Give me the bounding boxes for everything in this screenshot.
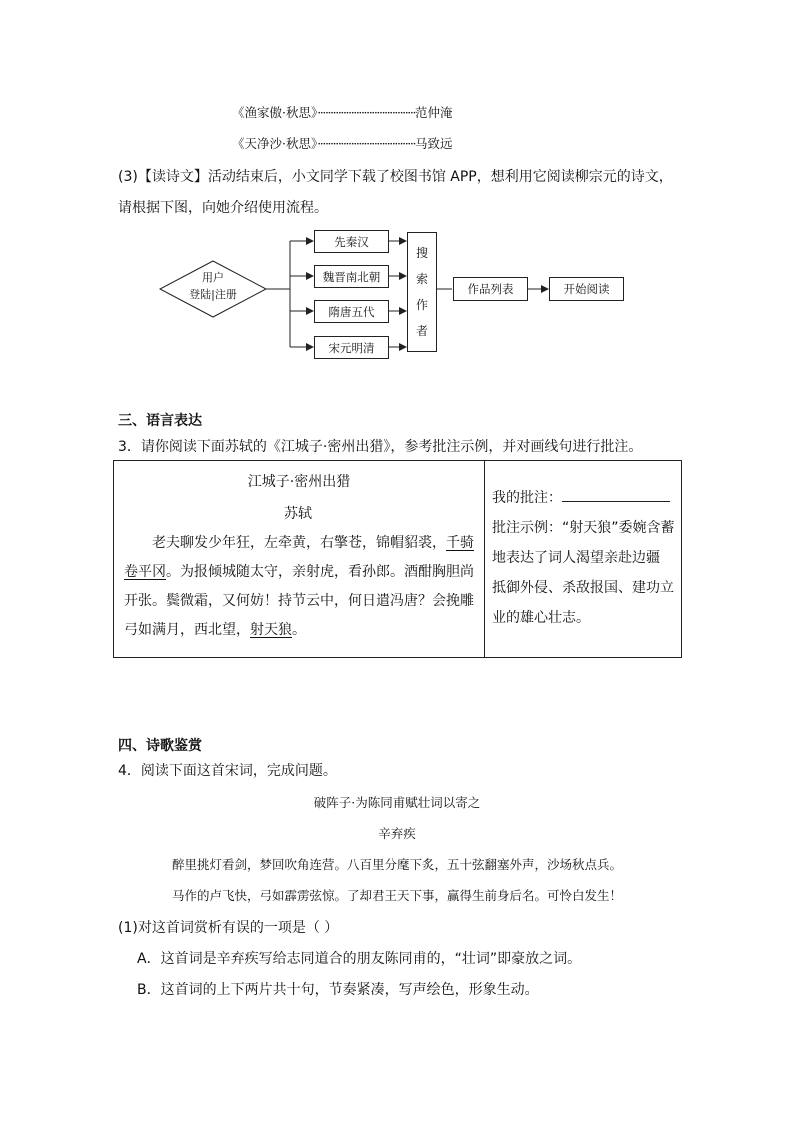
- poem-line-1: [124, 529, 480, 557]
- poem-text: 。: [292, 622, 306, 638]
- poem-cell: [114, 461, 485, 658]
- section4-heading: 四、诗歌鉴赏: [118, 738, 202, 754]
- section4-poem-title: 破阵子·为陈同甫赋壮词以寄之: [313, 795, 481, 810]
- poem-ref-title: 《天净沙·秋思》: [232, 136, 318, 151]
- example-line-3: 抵御外侵、杀敌报国、建功立: [492, 580, 674, 596]
- my-annotation-label: 我的批注：: [492, 490, 562, 506]
- era-box-wei-jin: [314, 265, 389, 288]
- works-list-box: [453, 277, 528, 301]
- start-reading-label: 开始阅读: [563, 282, 610, 296]
- works-list-label: 作品列表: [467, 282, 514, 296]
- era-label: 先秦汉: [334, 234, 369, 249]
- poem-line-4: [124, 616, 480, 644]
- section4-question: 4．阅读下面这首宋词，完成问题。: [118, 763, 337, 779]
- sub-question-1: (1)对这首词赏析有误的一项是（ ）: [118, 920, 339, 936]
- my-annotation: [492, 484, 670, 512]
- search-char: 索: [415, 272, 428, 286]
- start-user: 用户: [202, 271, 224, 284]
- start-login: 登陆|注册: [189, 288, 237, 301]
- search-char: 搜: [415, 246, 428, 260]
- era-box-sui-tang: [314, 300, 389, 323]
- underlined-phrase: 千骑: [446, 535, 474, 551]
- poem-title: 江城子·密州出猎: [247, 474, 351, 490]
- underlined-phrase: 射天狼: [250, 622, 292, 638]
- poem-text: 。为报倾城随太守，亲射虎，看孙郎。酒酣胸胆尚: [166, 564, 474, 580]
- poem-ref-author: 范仲淹: [415, 105, 453, 120]
- era-box-song-yuan: [314, 336, 389, 359]
- section3-heading: 三、语言表达: [118, 413, 202, 429]
- q3-read-line1: (3)【读诗文】活动结束后，小文同学下载了校图书馆 APP，想利用它阅读柳宗元的诗文，: [118, 169, 673, 185]
- poem-ref-author: 马致远: [415, 136, 453, 151]
- era-box-pre-qin: [314, 230, 389, 253]
- poem-text: 弓如满月，西北望，: [124, 622, 250, 638]
- q3-read-line2: 请根据下图，向她介绍使用流程。: [118, 200, 328, 216]
- search-char: 者: [415, 324, 428, 338]
- section4-poem-line2: 马作的卢飞快，弓如霹雳弦惊。了却君王天下事，赢得生前身后名。可怜白发生！: [171, 888, 622, 903]
- section3-question: 3．请你阅读下面苏轼的《江城子·密州出猎》，参考批注示例，并对画线句进行批注。: [118, 439, 643, 455]
- era-label: 隋唐五代: [328, 304, 375, 319]
- search-author-box: [407, 232, 437, 352]
- poem-text: 老夫聊发少年狂，左牵黄，右擎苍，锦帽貂裘，: [152, 535, 446, 551]
- annotation-blank[interactable]: [562, 487, 670, 502]
- era-label: 宋元明清: [328, 340, 375, 355]
- poem-author: 苏轼: [284, 506, 312, 522]
- underlined-phrase: 卷平冈: [124, 564, 166, 580]
- start-reading-box: [549, 277, 624, 301]
- poem-ref-title: 《渔家傲·秋思》: [232, 105, 318, 120]
- poem-ref-dots: ······································: [317, 136, 416, 151]
- section4-poem-line1: 醉里挑灯看剑，梦回吹角连营。八百里分麾下炙，五十弦翻塞外声，沙场秋点兵。: [171, 857, 622, 872]
- start-node-label: [180, 269, 246, 303]
- annotation-cell: [485, 461, 682, 658]
- annotation-table: [113, 460, 682, 658]
- section4-poem-author: 辛弃疾: [378, 826, 416, 841]
- poem-line-2: [124, 558, 480, 586]
- search-char: 作: [415, 298, 428, 312]
- example-line-4: 业的雄心壮志。: [492, 610, 590, 626]
- option-b: B．这首词的上下两片共十句，节奏紧凑，写声绘色，形象生动。: [137, 982, 539, 998]
- example-line-2: 地表达了词人渴望亲赴边疆: [492, 550, 660, 566]
- poem-ref-dots: ······································: [317, 105, 416, 120]
- era-label: 魏晋南北朝: [322, 269, 381, 284]
- option-a: A．这首词是辛弃疾写给志同道合的朋友陈同甫的，“壮词”即豪放之词。: [137, 951, 582, 967]
- poem-line-3: 开张。鬓微霜，又何妨！持节云中，何日遣冯唐？会挽雕: [124, 593, 474, 609]
- example-line-1: 批注示例：“射天狼”委婉含蓄: [492, 520, 675, 536]
